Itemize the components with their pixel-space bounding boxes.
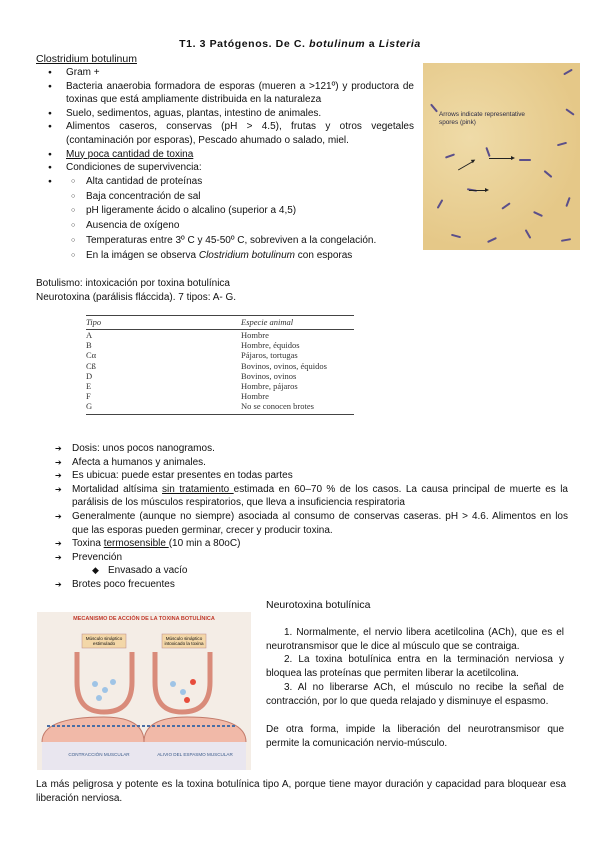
list-item: ● Muy poca cantidad de toxina	[36, 148, 414, 162]
list-item: ● Condiciones de supervivencia:	[36, 161, 414, 175]
toxin-type-table	[86, 315, 354, 415]
right-box-label: Músculo sináptico intoxicado la toxina	[164, 636, 204, 646]
sub-list-item: ○ Temperaturas entre 3º C y 45-50º C, sobreviven a la congelación.	[36, 234, 414, 249]
bacterium-rod	[561, 238, 571, 242]
bacterium-rod	[533, 211, 543, 217]
sub-list	[36, 175, 414, 264]
sub-list-item: ○ En la imágen se observa Clostridium botulinum con esporas	[36, 249, 414, 264]
bacterium-rod	[544, 170, 553, 178]
table-cell: D	[86, 370, 93, 381]
left-box-label: Músculo sináptico estimulado	[85, 636, 123, 646]
table-row	[86, 330, 354, 341]
bacterium-rod	[525, 229, 532, 239]
neurotoxin-heading: Neurotoxina botulínica	[266, 599, 371, 611]
bacterium-rod	[557, 142, 567, 147]
list-item: ● Gram +	[36, 66, 414, 80]
table-cell: Cα	[86, 350, 97, 361]
sub-list-item: ○ Ausencia de oxígeno	[36, 219, 414, 234]
table-cell: No se conocen brotes	[241, 401, 354, 414]
bacterium-rod	[430, 104, 438, 113]
sub-list-item: ○ pH ligeramente ácido o alcalino (superior a 4,5)	[36, 204, 414, 219]
arrow-list	[36, 442, 568, 592]
table-cell: Hombre, équidos	[241, 340, 300, 351]
list-item: ➔ Es ubicua: puede estar presentes en todas partes	[36, 469, 568, 483]
diagram-title: MECANISMO DE ACCIÓN DE LA TOXINA BOTULÍNICA	[73, 616, 215, 622]
table-cell: Bovinos, ovinos, équidos	[241, 360, 327, 371]
sub-list-item: ○ ● Alta cantidad de proteínas	[36, 175, 414, 190]
bacterium-rod	[487, 237, 497, 243]
table-row	[86, 391, 354, 401]
table-header: Tipo	[86, 316, 241, 330]
bullet-list	[36, 66, 414, 264]
list-item: ➔ Afecta a humanos y animales.	[36, 456, 568, 470]
bacterium-rod	[451, 234, 461, 239]
bacterium-rod	[485, 147, 490, 157]
sub-list-wrapper	[36, 175, 414, 264]
bacterium-rod	[437, 199, 444, 209]
list-item: ➔ Mortalidad altísima sin tratamiento estimada en 60–70 % de los casos. La causa principal de muerte es la parálisis de los músculos respiratorios, que lleva a insuficiencia respiratoria	[36, 483, 568, 510]
micrograph-label: Arrows indicate representative spores (pink)	[439, 111, 525, 126]
mechanism-diagram	[37, 612, 251, 770]
table-cell: Bovinos, ovinos	[241, 370, 297, 381]
table-header-row	[86, 316, 354, 330]
right-bottom-label: ALIVIO DEL ESPASMO MUSCULAR	[157, 752, 233, 757]
table-cell: E	[86, 381, 92, 392]
list-item: ➔ Toxina termosensible (10 min a 80oC)	[36, 537, 568, 551]
table-header: Especie animal	[241, 316, 354, 330]
sub-list-item: ○ Baja concentración de sal	[36, 190, 414, 205]
bacterium-rod	[563, 69, 573, 76]
bacterium-rod	[519, 159, 531, 161]
table-cell: A	[86, 330, 93, 340]
list-item: ➔ Prevención	[36, 551, 568, 565]
table-row	[86, 350, 354, 360]
mechanism-drawing	[37, 612, 251, 770]
paragraph: 3. Al no liberarse ACh, el músculo no recibe la señal de contracción, por lo que queda relajado y disminuye el espasmo.	[266, 682, 564, 707]
paragraph: 1. Normalmente, el nervio libera acetilcolina (ACh), que es el neurotransmisor que le dice al músculo que se contraiga.	[266, 627, 564, 652]
arrow-icon	[469, 190, 487, 191]
closing-paragraph: La más peligrosa y potente es la toxina botulínica tipo A, porque tiene mayor duración y capacidad para bloquear esa liberación nerviosa.	[36, 779, 566, 804]
list-item: ➔ Dosis: unos pocos nanogramos.	[36, 442, 568, 456]
micrograph-image	[423, 63, 580, 250]
table-cell: Hombre, pájaros	[241, 381, 298, 392]
table-cell: Hombre	[241, 391, 269, 402]
table-cell: Pájaros, tortugas	[241, 350, 298, 361]
list-item: ➔ Brotes poco frecuentes	[36, 578, 568, 592]
paragraph: 2. La toxina botulínica entra en la terminación nerviosa y bloquea las proteínas que permiten liberar la acetilcolina.	[266, 654, 564, 679]
table-cell: B	[86, 340, 92, 351]
arrow-icon	[458, 161, 474, 171]
arrow-icon	[489, 158, 513, 159]
bacterium-rod	[565, 108, 574, 115]
bacterium-rod	[501, 202, 510, 209]
list-item: ➔ Generalmente (aunque no siempre) asociada al consumo de conservas caseras. pH > 4.6. Alimentos en los que las esporas pueden germinar, crecer y producir toxina.	[36, 510, 568, 537]
list-item: ● Bacteria anaerobia formadora de esporas (mueren a >121º) y productora de toxinas que está ampliamente distribuida en la naturaleza	[36, 80, 414, 107]
table-cell: Hombre	[241, 330, 269, 340]
table-row	[86, 371, 354, 381]
list-item: ● Suelo, sedimentos, aguas, plantas, intestino de animales.	[36, 107, 414, 121]
list-item: ● Alimentos caseros, conservas (pH > 4.5), frutas y otros vegetales (contaminación por esporas), Pescado ahumado o salado, miel.	[36, 120, 414, 147]
left-bottom-label: CONTRACCIÓN MUSCULAR	[68, 752, 130, 757]
page-title: T1. 3 Patógenos. De C. botulinum a Listeria	[179, 38, 421, 50]
table-row	[86, 381, 354, 391]
bacterium-rod	[445, 153, 455, 158]
paragraph: De otra forma, impide la liberación del neurotransmisor que permite la comunicación nervio-músculo.	[266, 724, 564, 749]
neurotoxina-line: Neurotoxina (parálisis fláccida). 7 tipos: A- G.	[36, 292, 237, 303]
table-row	[86, 401, 354, 414]
table-row	[86, 340, 354, 350]
botulismo-line: Botulismo: intoxicación por toxina botulínica	[36, 278, 230, 289]
section-title: Clostridium botulinum	[36, 53, 137, 65]
list-item: ◆ Envasado a vacío	[36, 564, 568, 578]
table-cell: G	[86, 401, 241, 414]
bacterium-rod	[565, 197, 570, 207]
table-row	[86, 361, 354, 371]
table-cell: F	[86, 391, 91, 402]
table-cell: Cß	[86, 360, 96, 371]
